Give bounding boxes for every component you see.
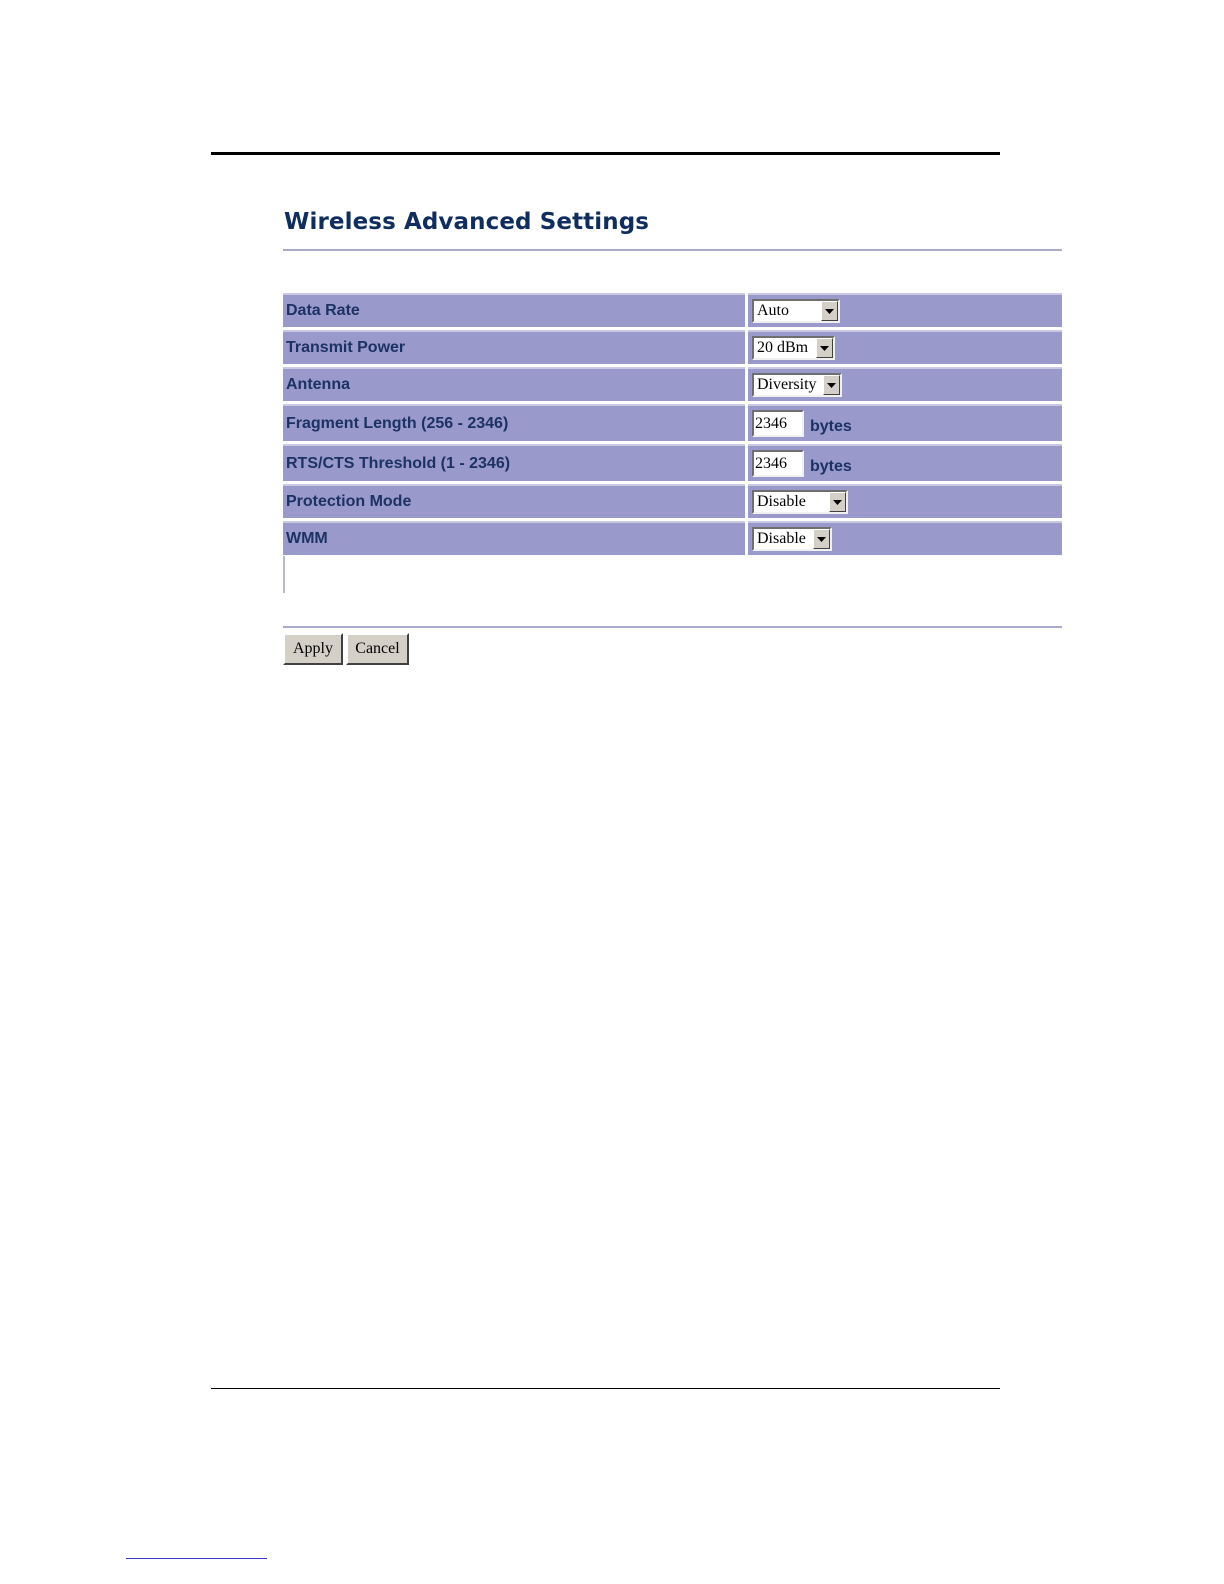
setting-row-data-rate [283,293,1062,327]
chevron-down-icon[interactable] [813,529,830,549]
rts-cts-threshold-input[interactable] [752,450,804,477]
setting-value-transmit-power [748,330,1062,364]
antenna-select-value: Diversity [757,376,817,393]
setting-label-transmit-power: Transmit Power [283,330,745,364]
title-divider [283,249,1062,251]
page-title: Wireless Advanced Settings [284,209,650,235]
chevron-down-icon[interactable] [823,375,840,395]
wmm-select[interactable] [752,527,832,551]
protection-mode-select-value: Disable [757,493,806,510]
apply-button[interactable]: Apply [283,633,343,665]
chevron-down-icon[interactable] [821,301,838,321]
footer-underline [126,1558,267,1559]
setting-row-wmm [283,521,1062,555]
empty-row-edge [283,556,285,593]
actions-divider [283,626,1062,628]
settings-table [283,293,1062,558]
setting-label-wmm: WMM [283,521,745,555]
page-bottom-rule [211,1388,1000,1389]
setting-label-fragment-length: Fragment Length (256 - 2346) [283,404,745,441]
setting-label-rts-cts-threshold: RTS/CTS Threshold (1 - 2346) [283,444,745,481]
setting-label-data-rate: Data Rate [283,293,745,327]
setting-row-transmit-power [283,330,1062,364]
transmit-power-select-value: 20 dBm [757,339,809,356]
fragment-length-input[interactable] [752,410,804,437]
protection-mode-select[interactable] [752,490,848,514]
setting-row-protection-mode [283,484,1062,518]
setting-value-protection-mode [748,484,1062,518]
chevron-down-icon[interactable] [816,338,833,358]
transmit-power-select[interactable] [752,336,835,360]
action-buttons [283,633,409,665]
data-rate-select-value: Auto [757,302,789,319]
setting-row-rts-cts-threshold [283,444,1062,481]
page-top-rule [211,152,1000,155]
setting-row-antenna [283,367,1062,401]
cancel-button[interactable]: Cancel [346,633,409,665]
setting-label-antenna: Antenna [283,367,745,401]
setting-value-data-rate [748,293,1062,327]
chevron-down-icon[interactable] [829,492,846,512]
wmm-select-value: Disable [757,530,806,547]
data-rate-select[interactable] [752,299,840,323]
fragment-length-unit: bytes [810,417,852,435]
setting-value-antenna [748,367,1062,401]
antenna-select[interactable] [752,373,842,397]
setting-value-wmm [748,521,1062,555]
setting-label-protection-mode: Protection Mode [283,484,745,518]
setting-value-rts-cts-threshold [748,444,1062,481]
setting-row-fragment-length [283,404,1062,441]
rts-cts-threshold-unit: bytes [810,457,852,475]
setting-value-fragment-length [748,404,1062,441]
